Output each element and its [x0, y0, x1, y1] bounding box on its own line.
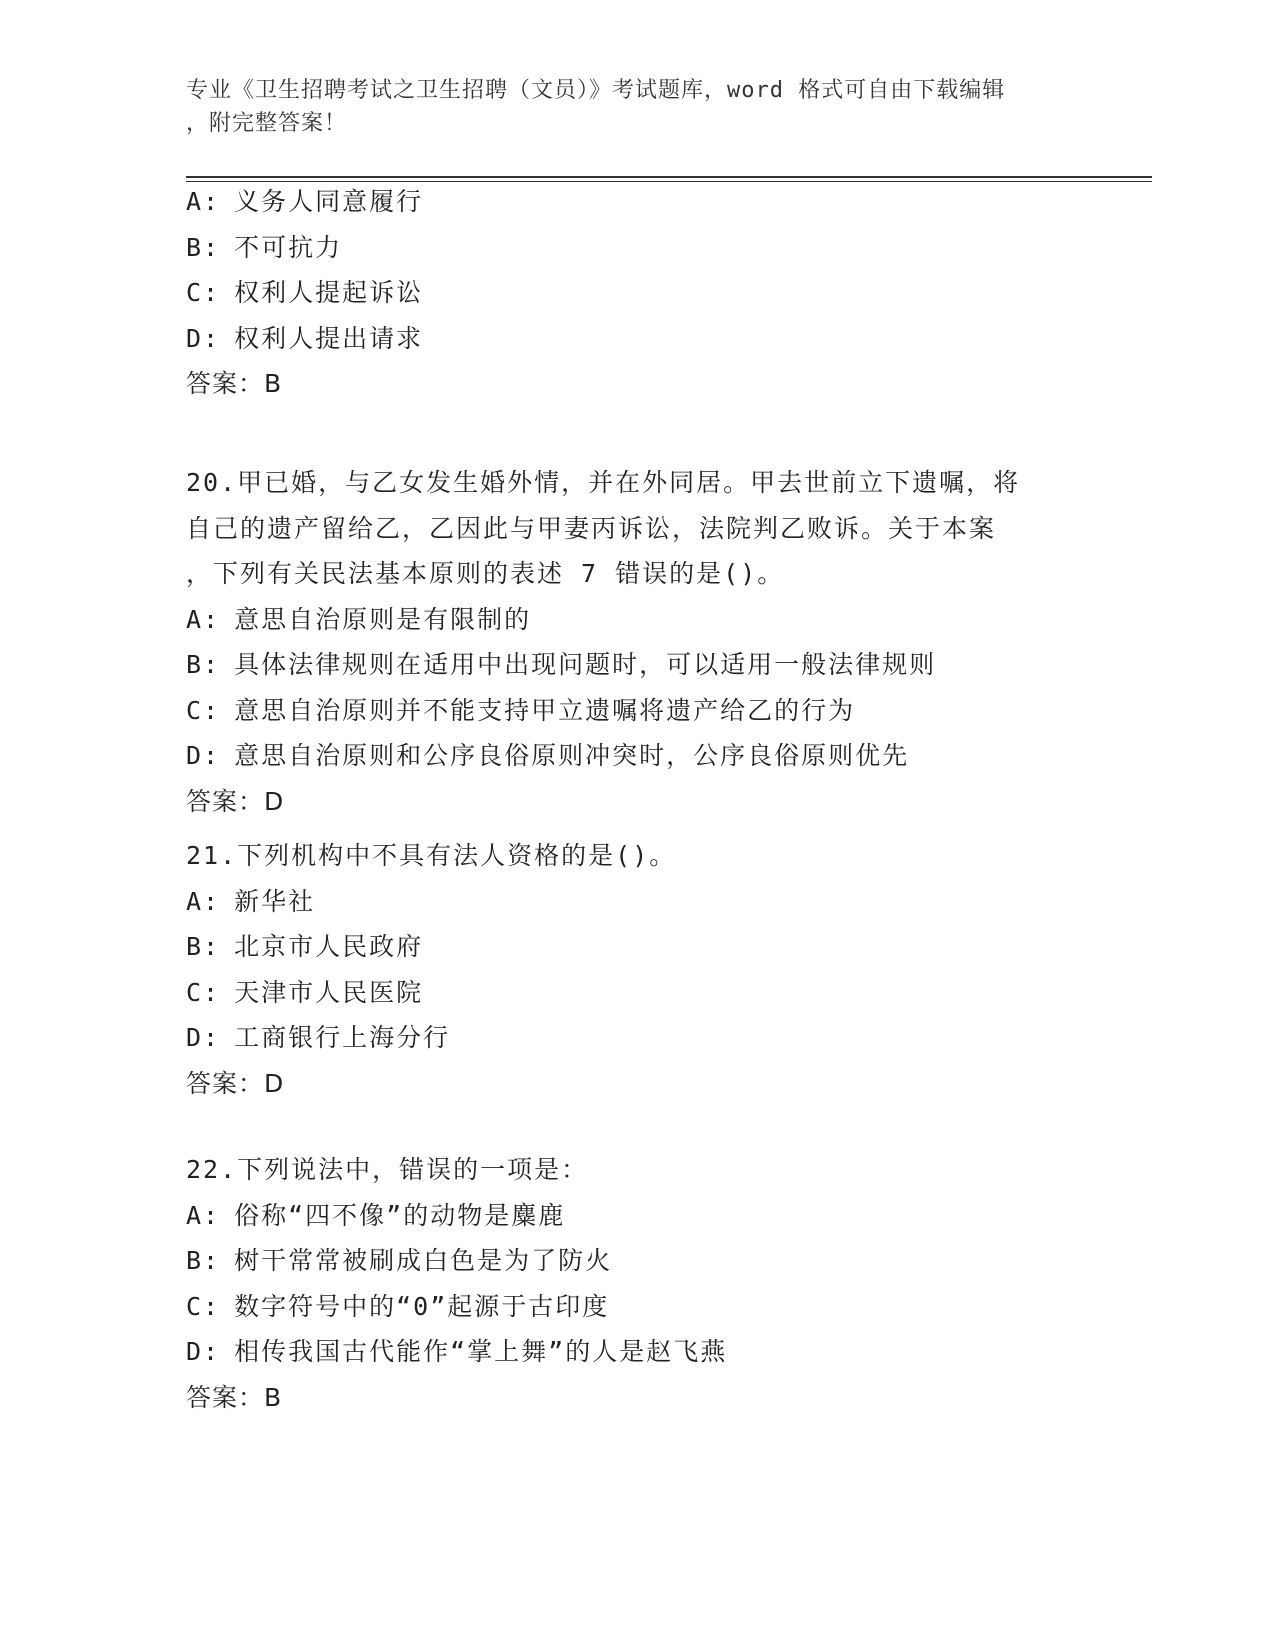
option-text: 天津市人民医院	[234, 977, 424, 1007]
option-key: B:	[186, 232, 221, 262]
question-20	[186, 460, 1086, 824]
option-key: C:	[186, 695, 221, 725]
option-c	[186, 1284, 1086, 1330]
option-key: B:	[186, 1246, 221, 1275]
option-c	[186, 688, 1086, 734]
option-key: A:	[186, 1200, 221, 1230]
option-b	[186, 1238, 1086, 1284]
question-stem-line: ，下列有关民法基本原则的表述 7 错误的是()。	[186, 559, 785, 588]
option-c	[186, 270, 1086, 316]
option-key: C:	[186, 1291, 221, 1321]
option-text: 义务人同意履行	[234, 187, 424, 216]
question-21	[186, 833, 1086, 1106]
option-a	[186, 179, 1086, 225]
option-text: 俗称“四不像”的动物是麋鹿	[234, 1200, 566, 1230]
question-stem-line: 22.下列说法中，错误的一项是：	[186, 1155, 589, 1184]
option-key: D:	[186, 323, 221, 353]
option-d	[186, 1015, 1086, 1061]
option-key: C:	[186, 977, 221, 1007]
option-key: A:	[186, 886, 221, 916]
header-line-1: 专业《卫生招聘考试之卫生招聘（文员）》考试题库，word 格式可自由下载编辑	[186, 78, 1006, 103]
question-22	[186, 1147, 1086, 1420]
question-19	[186, 179, 1086, 407]
option-key: B:	[186, 650, 221, 679]
question-stem-line: 20.甲已婚，与乙女发生婚外情，并在外同居。甲去世前立下遗嘱，将	[186, 468, 1021, 497]
option-text: 不可抗力	[234, 232, 343, 262]
answer-line: 答案：B	[186, 1382, 283, 1412]
option-text: 工商银行上海分行	[234, 1023, 451, 1052]
option-text: 新华社	[234, 886, 316, 916]
option-text: 权利人提起诉讼	[234, 278, 424, 307]
option-d	[186, 1329, 1086, 1375]
answer-line: 答案：D	[186, 1068, 285, 1098]
answer-line: 答案：D	[186, 786, 285, 816]
option-b	[186, 924, 1086, 970]
answer-line: 答案：B	[186, 369, 283, 398]
question-stem-line: 21.下列机构中不具有法人资格的是()。	[186, 841, 677, 870]
option-text: 意思自治原则是有限制的	[234, 604, 532, 634]
option-key: A:	[186, 187, 221, 216]
option-text: 北京市人民政府	[234, 932, 424, 961]
header-rule-thick	[186, 176, 1152, 178]
option-key: D:	[186, 741, 221, 770]
option-b	[186, 642, 1086, 688]
option-text: 数字符号中的“0”起源于古印度	[234, 1291, 610, 1321]
option-a	[186, 879, 1086, 925]
option-b	[186, 225, 1086, 271]
option-key: D:	[186, 1337, 221, 1366]
header-line-2: ，附完整答案！	[186, 111, 348, 136]
option-d	[186, 733, 1086, 779]
option-key: B:	[186, 932, 221, 961]
question-stem-line: 自己的遗产留给乙，乙因此与甲妻丙诉讼，法院判乙败诉。关于本案	[186, 513, 997, 543]
option-a	[186, 1193, 1086, 1239]
option-text: 树干常常被刷成白色是为了防火	[234, 1246, 613, 1275]
option-text: 具体法律规则在适用中出现问题时，可以适用一般法律规则	[234, 650, 937, 679]
option-text: 相传我国古代能作“掌上舞”的人是赵飞燕	[234, 1337, 728, 1366]
option-c	[186, 970, 1086, 1016]
option-key: D:	[186, 1023, 221, 1052]
option-text: 权利人提出请求	[234, 323, 424, 353]
option-key: C:	[186, 278, 221, 307]
option-text: 意思自治原则并不能支持甲立遗嘱将遗产给乙的行为	[234, 695, 856, 725]
option-d	[186, 316, 1086, 362]
option-a	[186, 597, 1086, 643]
option-key: A:	[186, 604, 221, 634]
option-text: 意思自治原则和公序良俗原则冲突时，公序良俗原则优先	[234, 741, 910, 770]
document-header	[186, 74, 1066, 140]
